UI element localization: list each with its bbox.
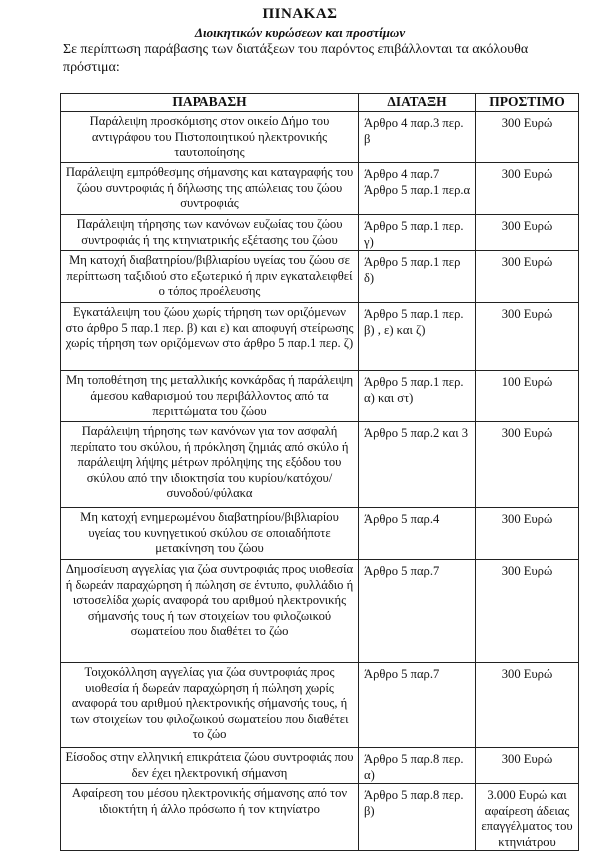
table-row xyxy=(61,663,579,748)
fine-cell: 300 Ευρώ xyxy=(476,303,579,371)
table-row xyxy=(61,251,579,303)
table-header-row xyxy=(61,94,579,112)
provision-cell: Άρθρο 5 παρ.2 και 3 xyxy=(359,422,476,508)
intro-paragraph: Σε περίπτωση παράβασης των διατάξεων του παρόντος επιβάλλονται τα ακόλουθα πρόστιμα: xyxy=(63,42,529,75)
violation-cell: Μη τοποθέτηση της μεταλλικής κονκάρδας ή παράλειψη άμεσου καθαρισμού του περιβάλλοντος από τα περιττώματα του ζώου xyxy=(61,371,359,422)
fine-cell: 300 Ευρώ xyxy=(476,215,579,251)
provision-cell: Άρθρο 5 παρ.1 περ. α) και στ) xyxy=(359,371,476,422)
column-header-fine: ΠΡΟΣΤΙΜΟ xyxy=(476,94,579,112)
table-row xyxy=(61,784,579,851)
provision-cell: Άρθρο 4 παρ.7 Άρθρο 5 παρ.1 περ.α xyxy=(359,163,476,215)
table-row xyxy=(61,560,579,663)
fine-cell: 300 Ευρώ xyxy=(476,251,579,303)
provision-cell: Άρθρο 5 παρ.1 περ. γ) xyxy=(359,215,476,251)
table-row xyxy=(61,303,579,371)
document-subtitle: Διοικητικών κυρώσεων και προστίμων xyxy=(194,25,406,40)
table-row xyxy=(61,215,579,251)
table-row xyxy=(61,422,579,508)
penalties-table xyxy=(60,93,579,851)
provision-cell: Άρθρο 5 παρ.8 περ. α) xyxy=(359,748,476,784)
violation-cell: Αφαίρεση του μέσου ηλεκτρονικής σήμανσης από τον ιδιοκτήτη ή άλλο πρόσωπο ή τον κτηνίατρο xyxy=(61,784,359,851)
table-row xyxy=(61,112,579,163)
table-row xyxy=(61,371,579,422)
fine-cell: 300 Ευρώ xyxy=(476,663,579,748)
fine-cell: 300 Ευρώ xyxy=(476,163,579,215)
provision-cell: Άρθρο 5 παρ.8 περ. β) xyxy=(359,784,476,851)
fine-cell: 300 Ευρώ xyxy=(476,112,579,163)
column-header-violation: ΠΑΡΑΒΑΣΗ xyxy=(61,94,359,112)
provision-cell: Άρθρο 4 παρ.3 περ. β xyxy=(359,112,476,163)
violation-cell: Παράλειψη προσκόμισης στον οικείο Δήμο του αντιγράφου του Πιστοποιητικού ηλεκτρονικής ταυτοποίησης xyxy=(61,112,359,163)
provision-cell: Άρθρο 5 παρ.1 περ δ) xyxy=(359,251,476,303)
table-row xyxy=(61,163,579,215)
violation-cell: Εγκατάλειψη του ζώου χωρίς τήρηση των οριζόμενων στο άρθρο 5 παρ.1 περ. β) και ε) και αποφυγή στείρωσης χωρίς τήρηση των οριζόμενων στο άρθρο 5 παρ.1 περ. ζ) xyxy=(61,303,359,371)
provision-cell: Άρθρο 5 παρ.7 xyxy=(359,663,476,748)
violation-cell: Τοιχοκόλληση αγγελίας για ζώα συντροφιάς προς υιοθεσία ή δωρεάν παραχώρηση ή πώληση χωρίς αναφορά του αριθμού ηλεκτρονικής σήμανσής τους, ή των στοιχείων του φιλοζωικού σωματείου που διαθέτει το ζώο xyxy=(61,663,359,748)
provision-cell: Άρθρο 5 παρ.4 xyxy=(359,508,476,560)
violation-cell: Μη κατοχή διαβατηρίου/βιβλιαρίου υγείας του ζώου σε περίπτωση ταξιδιού στο εξωτερικό ή πριν εγκαταλειφθεί ο τόπος προέλευσης xyxy=(61,251,359,303)
provision-cell: Άρθρο 5 παρ.7 xyxy=(359,560,476,663)
fine-cell: 300 Ευρώ xyxy=(476,560,579,663)
table-row xyxy=(61,748,579,784)
fine-cell: 100 Ευρώ xyxy=(476,371,579,422)
fine-cell: 300 Ευρώ xyxy=(476,748,579,784)
violation-cell: Δημοσίευση αγγελίας για ζώα συντροφιάς προς υιοθεσία ή δωρεάν παραχώρηση ή πώληση σε έντυπο, φυλλάδιο ή ιστοσελίδα χωρίς αναφορά του αριθμού ηλεκτρονικής σήμανσής τους ή των στοιχείων του φιλοζωικού σωματείου που διαθέτει το ζώο xyxy=(61,560,359,663)
violation-cell: Παράλειψη τήρησης των κανόνων για τον ασφαλή περίπατο του σκύλου, ή πρόκληση ζημιάς από σκύλο ή παράλειψη λήψης μέτρων πρόληψης της εξόδου του σκύλου από την ιδιοκτησία του κυρίου/κατόχου/συνοδού/φύλακα xyxy=(61,422,359,508)
fine-cell: 300 Ευρώ xyxy=(476,422,579,508)
violation-cell: Παράλειψη εμπρόθεσμης σήμανσης και καταγραφής του ζώου συντροφιάς ή δήλωσης της απώλειας του ζώου συντροφιάς xyxy=(61,163,359,215)
fine-cell: 3.000 Ευρώ και αφαίρεση άδειας επαγγέλματος του κτηνιάτρου xyxy=(476,784,579,851)
provision-cell: Άρθρο 5 παρ.1 περ. β) , ε) και ζ) xyxy=(359,303,476,371)
violation-cell: Παράλειψη τήρησης των κανόνων ευζωίας του ζώου συντροφιάς ή της κτηνιατρικής εξέτασης του ζώου xyxy=(61,215,359,251)
fine-cell: 300 Ευρώ xyxy=(476,508,579,560)
table-row xyxy=(61,508,579,560)
column-header-provision: ΔΙΑΤΑΞΗ xyxy=(359,94,476,112)
violation-cell: Μη κατοχή ενημερωμένου διαβατηρίου/βιβλιαρίου υγείας του κυνηγετικού σκύλου σε οποιαδήποτε μετακίνηση του ζώου xyxy=(61,508,359,560)
violation-cell: Είσοδος στην ελληνική επικράτεια ζώου συντροφιάς που δεν έχει ηλεκτρονική σήμανση xyxy=(61,748,359,784)
document-title: ΠΙΝΑΚΑΣ xyxy=(262,6,338,22)
